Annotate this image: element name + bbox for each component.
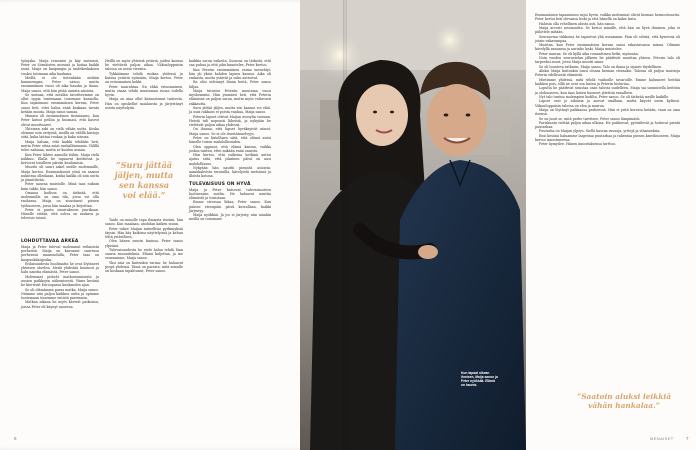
body-paragraph: Lopulta he päättivät sisustaa osan talosta uudelleen. Maija sai suunnitella keittiön ja olohuoneen, kun taas lasten huoneet jätettiin ennalleen. [535,86,680,95]
spine-gutter [343,0,347,450]
body-paragraph: Maija ja Peter katsovat tulevaisuuteen luottavaisin mielin. He haluavat nauttia elämästä ja toisistaan. [189,187,271,200]
section-text [21,245,99,309]
body-paragraph: Puutarha on Maijan ylpeys. Siellä kasvaa ruusuja, yrttejä ja vihanneksia. [539,129,661,134]
body-paragraph: Kun Peterin ensimmäinen vaimo menehtyi, hän jäi yksin kahden lapsen kanssa. Aika oli raskasta, mutta ystävät ja suku auttoivat. [189,67,271,80]
body-paragraph: Maija haluaa, että kaikki tehdään heti, mutta Peter ottaa asiat rauhallisemmin. Välillä tulee nahinaa, mutta se kuuluu asiaan. [21,139,99,153]
body-paragraph: Se oli luonteva ratkaisu, Maija sanoo. Talo on ihana ja sijainti täydellinen. [539,64,663,69]
body-paragraph: Taide on minulle tapa ilmaista itseäni, hän sanoo. Kun maalaan, unohdan kaiken muun. [105,218,183,227]
body-paragraph: Halusin olla rehellinen alusta asti, hän sanoo. [539,21,616,26]
body-paragraph: Muutto oli suuri askel meille molemmille, Maija kertoo. Ensimmäisenä yönä en saanut nukuttua ollenkaan, koska kaikki oli niin uutta ja jännittävää. [21,165,99,182]
body-paragraph: Mietimme yhdessä, mitä tehdä vanhoille tavaroille. Emme halunneet heittää kaikkea pois, sillä ne ovat osa lasten ja Peterin historiaa. [535,77,680,86]
body-paragraph: Aluksi Maija kuitenkin tunsi olonsa hieman vieraaksi. Talossa oli paljon muistoja Peterin edellisestä elämästä. [535,69,680,78]
right-column [535,13,680,383]
body-paragraph: Maija on aina ollut kiinnostunut taiteesta. Hän on opiskellut maalausta ja järjestänyt useita näyttelyitä. [105,97,183,110]
left-column-1 [21,59,99,233]
section-heading: LOHDUTTAVAA ARKEA [21,239,79,244]
photo-caption: Kun tapaat oikean ihmisen, Maija sanoo ja Peter nyökkää. Elämä on kaunis. [461,371,498,387]
page-number-left: 6 [14,436,17,441]
body-paragraph: Mimmu oli ensimmäinen tiistaiaamu, kun Peter katsoi peiliin ja huomasi, että kasvot olivat muuttuneet. [21,114,99,127]
body-paragraph: Muistan, kun Peter ensimmäisen kerran sanoi rakastavansa minua. Olimme kävelyllä rannassa ja aurinko laski, Maija muistelee. [535,43,680,52]
body-paragraph: Olen oppinut, että elämä kantaa, vaikka joskus tuntuu, ettei mikään enää onnistu. [189,144,271,153]
section-heading-2: TULEVAISUUS ON HYVÄ [189,181,251,187]
pull-quote-right: ”Saatoin aluksi leikkiä vähän hankalaa.” [576,392,672,410]
body-paragraph: En olisi selvinnyt ilman heitä, Peter sanoo hiljaa. [189,80,271,89]
body-paragraph: Peter naurahtaa. En ehkä erinomainen, mutta osaan tehdä muutaman ruoan todella hyvin. [105,84,183,97]
body-paragraph: Tykkäämme tehdä ruokaa yhdessä ja kutsua ystäviä syömään, Maija kertoo. Peter on erinomainen kokki. [105,71,183,85]
body-paragraph: Peter ei puutu sisustukseen juurikaan. Hänelle riittää, että sohva on mukava ja televisio toimii. [21,207,99,221]
column-text [189,59,271,179]
body-paragraph: Suru jättää jäljen, mutta sen kanssa voi elää. Ja uusi rakkaus ei poista vanhaa, Maija sanoo. [189,105,271,115]
continued-text [105,218,183,273]
body-paragraph: Maija tutustui Peteriin muutama vuosi myöhemmin. Hän ymmärsi heti, että Peterin elämässä on paljon surua, mutta myös valtavasti rakkautta. [189,88,271,106]
body-paragraph: Molemmat pitävät matkustamisesta ja uusien paikkojen näkemisestä. Viime kesänä he kiersivät Euroopassa kuukauden ajan. [21,274,99,288]
body-paragraph: Seuraavina viikkoina he tapasivat yhä useammin. Pian oli selvää, että kyseessä oli jotain vakavampaa. [535,34,680,43]
body-paragraph: Se on juuri se, mitä perhe tarvitsee, Peter sanoo lämpimästi. [539,116,641,121]
body-paragraph: Tulevaisuudesta he eivät halua tehdä liian suuria suunnitelmia. Elämä kuljettaa, ja me seuraamme, Maija sanoo. [105,247,183,261]
body-paragraph: Maija on löytänyt paikkansa perheessä. Hän ei yritä korvata ketään, vaan on oma itsensä. [535,107,680,117]
body-paragraph: Erilaisuudesta huolimatta he ovat löytäneet yhteisen sävelen. Meitä yhdistää huumori ja halu nauttia elämästä, Peter sanoo. [21,262,99,275]
body-paragraph: Noin vuoden seurustelun jälkeen he päättivät muuttaa yhteen. Peterin talo oli tarpeeksi suuri, joten Maija muutti sinne. [535,56,680,65]
body-paragraph: Kun Peter lähtee aamulla töihin, Maija vielä nukkuu. Illalla he tapaavat keittiössä ja kertovat toisilleen päivän kuulumisia. [21,152,99,165]
pull-quote-left: ”Suru jättää jäljen, mutta sen kanssa voi elää.” [114,160,174,200]
body-paragraph: Omassa kodissa on tärkeää, että molemmilla on oma tila, jossa voi olla rauhassa. Maija on sisustanut pienen työhuoneen, jossa hän maalaa ja kirjoittaa. [21,190,99,208]
left-column-3 [189,59,271,415]
body-paragraph: Olen hänen suurin faninsa, Peter sanoo ylpeänä. [105,239,183,248]
body-paragraph: Peter tukee Maijan taiteellisia pyrkimyksiä täysin. Hän käy kaikissa näyttelyissä ja kehuu töitä ystävilleen. [105,226,183,239]
body-paragraph: On ihanaa, että lapset hyväksyivät minut, Maija sanoo. Se ei ole itsestäänselvyys. [189,127,271,136]
body-paragraph: Ensimmäinen tapaaminen sujui hyvin, vaikka molemmat olivat hieman hermostuneita. Peter kertoi heti olevansa leski ja että hänellä on kaksi lasta. [535,13,680,22]
body-paragraph: Nyt talo tuntuu molempien kodilta, Peter sanoo. Se oli tärkeää meille kaikille. [539,94,670,99]
body-paragraph: Peterin lapset ottivat Maijan avosylin vastaan. Heistä tuli nopeasti läheisiä, ja nykyään he viettävät paljon aikaa yhdessä. [189,114,271,127]
left-column-2-lower [105,218,183,418]
magazine-name: MENAISET [650,436,674,441]
right-page [526,0,696,450]
body-paragraph: Matkan aikana he myös kävivät paikoissa, joissa Peter oli käynyt nuorena. [21,300,99,309]
body-paragraph: kaikkia surun vaiheita. Surussa on tärkeää, että saa puhua ja että joku kuuntelee, Peter kertoo. [189,59,271,68]
section-text-2 [189,188,271,222]
body-paragraph: Se meinaa, että meidän tavoitteemme on ollut oppia tuntemaan toisemme kunnolla. Kun tapasimme ensimmäisen kerran, Peter sanoi heti, ettei halua enää koskaan tavata ketään muuta. Maija sanoi samaa. [21,93,99,114]
left-column-2 [105,59,183,152]
body-paragraph: Pariskunta viettää paljon aikaa ulkona. He patikoivat, pyöräilevät ja hoitavat pientä puutarhaa. [535,120,680,130]
body-paragraph: Peter on kiitollinen siitä, että elämä antoi hänelle toisen mahdollisuuden. [189,135,271,145]
body-paragraph: Hän kertoo, että vaikeina hetkinä auttoi ajatus siitä, että jokainen päivä on uusi mahdollisuus. [189,153,271,166]
body-paragraph: Yhteinen arki on vielä vähän uutta. Koska olemme niin erityisiä, meillä on välillä kiistoja siitä, kuka laittaa ruokaa ja kuka siivoaa. [21,127,99,140]
page-number-right: 7 [686,436,689,441]
body-paragraph: Lapset ovat jo aikuisia ja asuvat omillaan, mutta käyvät usein kylässä. Viikonloppuisin talossa on eloa ja naurua. [535,99,680,108]
left-column-1-section [21,236,99,426]
body-paragraph: Maija arvosti avoimuutta. Se kertoi minulle, että hän on hyvä ihminen, joka ei piilottele mitään. [535,25,680,35]
body-paragraph: Nykyään hän nauttii pienistä asioista: aamukahvista terassilla, kävelyistä metsässä ja illoista kotona. [189,165,271,179]
body-paragraph: Maija nyökkää. Ja jos ei järjesty, niin ainakin meillä on toisemme. [189,213,271,222]
body-paragraph: Emme stressaa liikaa, Peter sanoo. Kun pääsee eteenpäin päivä kerrallaan, kaikki järjestyy. [189,200,271,213]
body-paragraph: työnjako. Maija remontoi ja käy metsissä, Peter on Sörnäisten miesinä ja hoitaa kaikki asiat. Maija on kaupungin ja taidekeskuksen vuoksi toisinaan aika kaukana. [21,59,99,76]
body-paragraph: Meillä ei ole tietenkään mitään kummempaa, Peter sanoo, mutta ensimmäinen vuosi oli aika hauska ja ihana. Maija sanoo, että hän pitää uusista asioista. [21,76,99,93]
body-paragraph: Se oli elämämme paras matka, Maija sanoo. Näimme niin paljon kaikkea uutta ja opimme tuntemaan toisemme entistä paremmin. [21,287,99,300]
body-paragraph: Maija ja Peter tulevat molemmat erilaisista perheistä. Maija on kasvanut suuressa perheessä maaseudulla, Peter taas on kaupunkilaispoika. [21,245,99,262]
body-paragraph: Peter nauraa. Se oli kyllä aika romanttinen hetki, myönnän. [539,51,639,56]
body-paragraph: Heillä on myös yhteisiä ystäviä, joiden kanssa he viettävät paljon aikaa. Viikonloppuisin talossa on usein vieraita. [105,59,183,72]
couple-photo [300,0,526,450]
body-paragraph: Yksi asia on kuitenkin varma: he haluavat pysyä yhdessä. Tämä on parasta, mitä minulle on koskaan tapahtunut, Peter sanoo. [105,260,183,274]
body-paragraph: Ensi kesänä haluamme laajentaa puutarhaa ja rakentaa pienen kasvihuoneen, Maija kertoo innostuneena. [535,133,681,143]
body-paragraph: Peter hymyilee. Hänen innostuksensa tarttuu. [539,142,616,147]
left-page [0,0,345,450]
body-paragraph: Peter nauraa muistolle. Minä taas nukuin kuin tukki, hän sanoo. [21,182,99,191]
